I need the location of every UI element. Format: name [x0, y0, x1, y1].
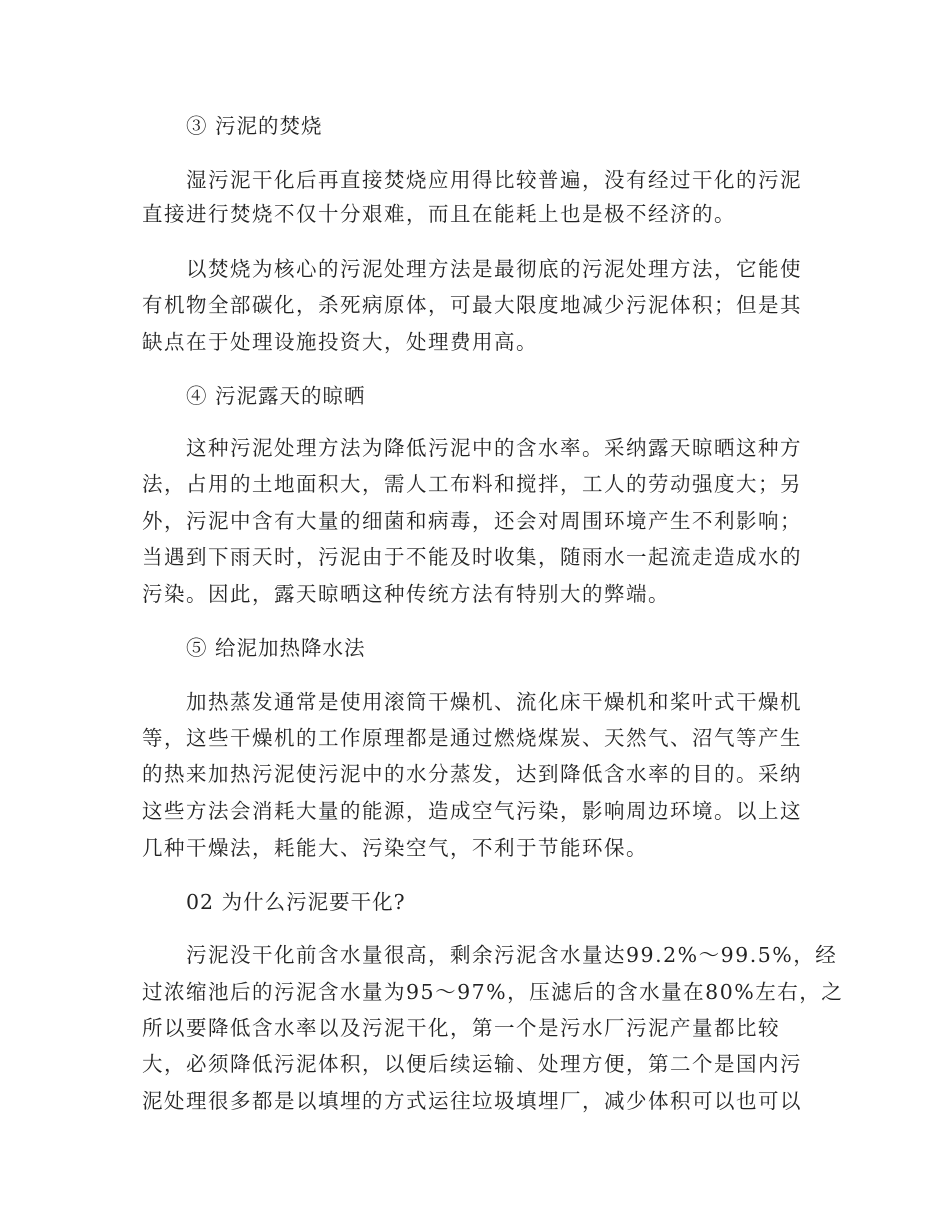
paragraph-line: 这些方法会消耗大量的能源，造成空气污染，影响周边环境。以上这 [142, 799, 802, 823]
paragraph-line: 大，必须降低污泥体积，以便后续运输、处理方便，第二个是国内污 [142, 1052, 802, 1076]
paragraph-line: 这种污泥处理方法为降低污泥中的含水率。采纳露天晾晒这种方 [186, 436, 802, 460]
paragraph-line: 缺点在于处理设施投资大，处理费用高。 [142, 330, 538, 354]
paragraph-line: 污染。因此，露天晾晒这种传统方法有特别大的弊端。 [142, 582, 670, 606]
paragraph-line: 以焚烧为核心的污泥处理方法是最彻底的污泥处理方法，它能使 [186, 257, 802, 281]
paragraph-line: 泥处理很多都是以填埋的方式运往垃圾填埋厂，减少体积可以也可以 [142, 1089, 802, 1113]
paragraph-line: 湿污泥干化后再直接焚烧应用得比较普遍，没有经过干化的污泥 [186, 168, 802, 192]
paragraph-line: 的热来加热污泥使污泥中的水分蒸发，达到降低含水率的目的。采纳 [142, 762, 802, 786]
section-heading-incineration: ③ 污泥的焚烧 [186, 114, 323, 138]
section-heading-sun-drying: ④ 污泥露天的晾晒 [186, 384, 366, 408]
section-heading-heating-dewatering: ⑤ 给泥加热降水法 [186, 636, 366, 660]
paragraph-line: 直接进行焚烧不仅十分艰难，而且在能耗上也是极不经济的。 [142, 202, 736, 226]
paragraph-line: 几种干燥法，耗能大、污染空气，不利于节能环保。 [142, 836, 648, 860]
paragraph-line: 污泥没干化前含水量很高，剩余污泥含水量达99.2%～99.5%，经 [186, 943, 838, 967]
paragraph-line: 法，占用的土地面积大，需人工布料和搅拌，工人的劳动强度大；另 [142, 472, 802, 496]
paragraph-line: 当遇到下雨天时，污泥由于不能及时收集，随雨水一起流走造成水的 [142, 545, 802, 569]
paragraph-line: 等，这些干燥机的工作原理都是通过燃烧煤炭、天然气、沼气等产生 [142, 726, 802, 750]
paragraph-line: 所以要降低含水率以及污泥干化，第一个是污水厂污泥产量都比较 [142, 1016, 780, 1040]
paragraph-line: 外，污泥中含有大量的细菌和病毒，还会对周围环境产生不利影响； [142, 509, 802, 533]
paragraph-line: 过浓缩池后的污泥含水量为95～97%，压滤后的含水量在80%左右，之 [142, 980, 844, 1004]
paragraph-line: 加热蒸发通常是使用滚筒干燥机、流化床干燥机和桨叶式干燥机 [186, 690, 802, 714]
section-heading-why-dry: 02 为什么污泥要干化? [186, 890, 406, 914]
paragraph-line: 有机物全部碳化，杀死病原体，可最大限度地减少污泥体积；但是其 [142, 293, 802, 317]
